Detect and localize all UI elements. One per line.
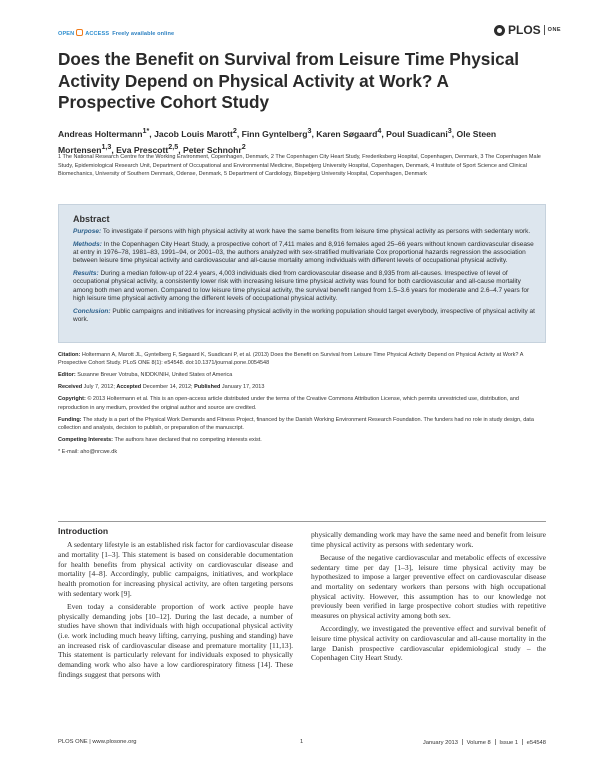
competing-text: The authors have declared that no competing interests exist. [113,437,262,444]
editor-text: Susanne Breuer Votruba, NIDDK/NIH, United States of America [75,372,233,379]
corresponding-email: * E-mail: aho@nrcwe.dk [58,449,118,456]
body-column-right [311,530,546,663]
body-paragraph: Because of the negative cardiovascular and metabolic effects of excessive sedentary time per day [1–3], leisure time physical activity may be hypothesized to impose a larger preventive effect on cardiovascular disease and mortality on sedentary workers than persons with high occupational physical activity. However, this assumption has to our knowledge not previously been verified in large prospective cohort studies with repetitive measures on physical activity among both sex. [311,552,546,621]
logo-plos-text: PLOS [508,23,541,37]
funding-label: Funding: [58,416,82,423]
citation-text: Holtermann A, Marott JL, Gyntelberg F, Søgaard K, Suadicani P, et al. (2013) Does the Benefit on Survival from Leisure Time Physical Activity Depend on Physical Activity at Work? A Prospective Cohort Study. PLoS ONE 8(1): e54548. doi:10.1371/journal.pone.0054548 [58,352,524,367]
abstract-results [73,270,535,303]
received-label: Received [58,384,83,391]
open-access-lock-icon [76,29,83,36]
conclusion-label: Conclusion: [73,307,111,315]
introduction-heading: Introduction [58,526,109,536]
abstract-box [58,204,546,343]
footer-issue: Issue 1 [499,740,519,746]
author-list: Andreas Holtermann$^{1*}$, Jacob Louis Marott$^2$, Finn Gyntelberg$^3$, Karen Søgaard$^4$, Poul Suadicani$^3$, Ole Steen Mortensen$^{1,3}$, Eva Prescott$^{2,5}$, Peter Schnohr$^2$ [58,127,497,155]
copyright-label: Copyright: [58,396,86,403]
body-paragraph: Accordingly, we investigated the preventive effect and survival benefit of leisure time physical activity on cardiovascular and all-cause mortality in the large Danish prospective cardiovascular epidemiological study – the Copenhagen City Heart Study. [311,624,546,663]
plos-one-logo [494,22,561,38]
dates [58,383,546,391]
copyright [58,395,546,412]
footer-volume: Volume 8 [466,740,491,746]
editor [58,371,546,379]
footer-issue-info [423,739,546,746]
abstract-conclusion [73,308,535,325]
section-divider [58,521,546,522]
accepted-label: Accepted [116,384,142,391]
received-text: July 7, 2012; [82,384,117,391]
logo-one-text: ONE [547,27,562,33]
abstract-heading: Abstract [73,214,110,224]
citation [58,351,546,368]
conclusion-text: Public campaigns and initiatives for increasing physical activity in the working population should target everybody, irrespective of physical activity at work. [73,307,535,324]
accepted-text: December 14, 2012; [141,384,195,391]
access-label: ACCESS [85,31,110,37]
footer-separator [522,739,523,745]
citation-label: Citation: [58,352,81,358]
footer-article-id: e54548 [526,740,546,746]
published-text: January 17, 2013 [220,384,265,391]
results-text: During a median follow-up of 22.4 years, 4,003 individuals died from cardiovascular disease and 8,935 from all-causes. Irrespective of level of occupational physical activity, a consistently lower risk with increasing leisure time physical activity was found for both cardiovascular and all-cause mortality among both men and women. Compared to low leisure time physical activity, the survival benefit ranged from 1.5–3.6 years for moderate and 2.6–4.7 years for high leisure time physical activity among the different levels of occupational physical activity. [73,270,530,303]
results-label: Results: [73,270,99,278]
logo-divider [544,25,545,35]
funding-text: The study is a part of the Physical Work Demands and Fitness Project, financed by the Danish Working Environment Research Foundation. The funders had no role in study design, data collection and analysis, decision to publish, or preparation of the manuscript. [58,416,534,432]
editor-label: Editor: [58,372,76,379]
published-label: Published [194,384,221,391]
article-title: Does the Benefit on Survival from Leisure Time Physical Activity Depend on Physical Activity at Work? A Prospective Cohort Study [58,49,520,112]
methods-text: In the Copenhagen City Heart Study, a prospective cohort of 7,411 males and 8,916 females aged 25–66 years without known cardiovascular disease at entry in 1976–78, 1981–83, 1991–94, or 2001–03, the authors analyzed with sex-stratified multivariate Cox proportional hazards regression the association between leisure time physical activity and cardiovascular and all-cause mortality among individuals with different levels of occupational physical activity. [73,240,534,265]
competing-label: Competing Interests: [58,437,114,444]
body-paragraph: physically demanding work may have the same need and benefit from leisure time physical activity as persons with sedentary work. [311,530,546,549]
body-paragraph: Even today a considerable proportion of work active people have physically demanding jobs [10–12]. During the last decade, a number of studies have shown that individuals with high occupational physical activity (i.e. work including much heavy lifting, carrying, pushing and standing) have an increased risk of cardiovascular disease and premature mortality [11,13]. This statement is particularly relevant for individuals exposed to physically demanding work who also have a low cardiorespiratory fitness [14]. These findings suggest that persons with [58,601,293,679]
article-metadata [58,351,546,460]
purpose-label: Purpose: [73,228,102,235]
open-access-label: OPEN [58,31,75,37]
body-paragraph: A sedentary lifestyle is an established risk factor for cardiovascular disease and mortality [1–3]. This statement is based on considerable documentation for health benefits from physical activity on cardiovascular disease and mortality [4–8]. Accordingly, public campaigns, initiatives, and workplace health promotion for increasing physical activity, are often targeting persons with sedentary work [9]. [58,540,293,598]
body-column-left [58,527,293,680]
funding [58,416,546,433]
abstract-methods [73,241,535,266]
purpose-text: To investigate if persons with high physical activity at work have the same benefits from leisure time physical activity as persons with sedentary work. [101,228,531,235]
freely-available-label: Freely available online [112,31,175,37]
footer-separator [495,739,496,745]
author-affiliations: 1 The National Research Centre for the Working Environment, Copenhagen, Denmark, 2 The Copenhagen City Heart Study, Frederiksberg Hospital, Copenhagen, Denmark, 3 The Copenhagen Male Study, Epidemiological Research Unit, Department of Occupational and Environmental Medicine, Bispebjerg University Hospital, Copenhagen, Denmark, 4 Institute of Sport Science and Clinical Biomechanics, University of Southern Denmark, Odense, Denmark, 5 Department of Cardiology, Bispebjerg University Hospital, Copenhagen, Denmark [58,154,541,178]
footer-journal: PLOS ONE | www.plosone.org [58,739,137,745]
footer-date: January 2013 [422,740,458,746]
abstract-purpose [73,228,535,236]
plos-logo-icon [494,25,505,36]
methods-label: Methods: [73,240,102,248]
footer-page-number: 1 [300,739,304,745]
copyright-text: © 2013 Holtermann et al. This is an open-access article distributed under the terms of the Creative Commons Attribution License, which permits unrestricted use, distribution, and reproduction in any medium, provided the original author and source are credited. [58,396,519,411]
footer-separator [462,739,463,745]
competing-interests [58,436,546,444]
open-access-banner [58,29,174,37]
